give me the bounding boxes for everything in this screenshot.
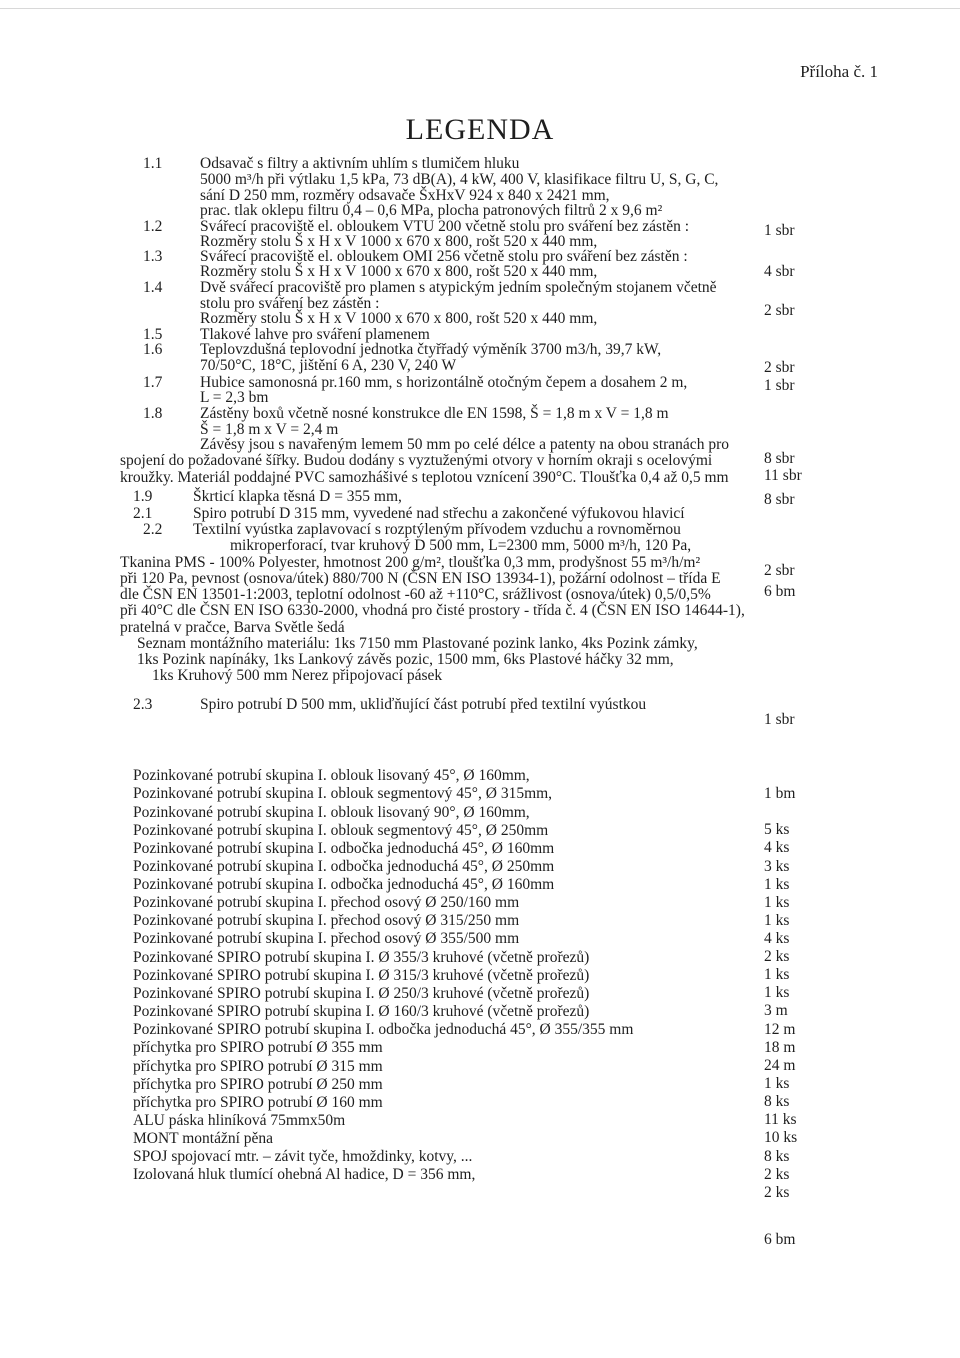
item-text: Rozměry stolu Š x H x V 1000 x 670 x 800, rošt 520 x 440 mm, <box>200 233 598 250</box>
item-quantity: 4 sbr <box>764 263 795 280</box>
item-number: 1.8 <box>143 405 163 422</box>
item-text: sání D 250 mm, rozměry odsavače ŠxHxV 924 x 840 x 2421 mm, <box>200 187 610 204</box>
item-text: Pozinkované potrubí skupina I. oblouk segmentový 45°, Ø 315mm, <box>133 785 553 802</box>
item-number: 2.3 <box>133 696 153 713</box>
item-text: Pozinkované potrubí skupina I. oblouk lisovaný 90°, Ø 160mm, <box>133 804 530 821</box>
item-text: Tkanina PMS - 100% Polyester, hmotnost 200 g/m², tloušťka 0,3 mm, prodyšnost 55 m³/h/m² <box>120 554 701 571</box>
item-text: Rozměry stolu Š x H x V 1000 x 670 x 800, rošt 520 x 440 mm, <box>200 310 598 327</box>
item-text: Pozinkované potrubí skupina I. přechod osový Ø 315/250 mm <box>133 912 520 929</box>
item-text: ALU páska hliníková 75mmx50m <box>133 1112 346 1129</box>
item-text: stolu pro sváření bez zástěn : <box>200 295 380 312</box>
item-text: kroužky. Materiál poddajné PVC samozhášivé s teplotou vznícení 390°C. Tloušťka 0,4 až 0,5 mm <box>120 469 729 486</box>
item-text: Pozinkované potrubí skupina I. odbočka jednoduchá 45°, Ø 160mm <box>133 840 555 857</box>
item-quantity: 1 ks <box>764 984 790 1001</box>
item-text: SPOJ spojovací mtr. – závit tyče, hmoždinky, kotvy, ... <box>133 1148 473 1165</box>
item-text: Rozměry stolu Š x H x V 1000 x 670 x 800, rošt 520 x 440 mm, <box>200 263 598 280</box>
item-text: 1ks Kruhový 500 mm Nerez připojovací pásek <box>152 667 443 684</box>
item-quantity: 6 bm <box>764 583 796 600</box>
item-quantity: 3 m <box>764 1002 788 1019</box>
item-quantity: 1 sbr <box>764 222 795 239</box>
item-quantity: 18 m <box>764 1039 796 1056</box>
item-quantity: 1 ks <box>764 966 790 983</box>
item-text: dle ČSN EN 13501-1:2003, teplotní odolnost -60 až +110°C, srážlivost (osnova/útek) 0,5/0,5% <box>120 586 711 603</box>
item-number: 1.6 <box>143 341 163 358</box>
item-quantity: 2 ks <box>764 1166 790 1183</box>
item-quantity: 1 ks <box>764 1075 790 1092</box>
item-number: 2.2 <box>143 521 163 538</box>
item-quantity: 11 ks <box>764 1111 797 1128</box>
item-quantity: 3 ks <box>764 858 790 875</box>
item-text: Pozinkované potrubí skupina I. oblouk segmentový 45°, Ø 250mm <box>133 822 549 839</box>
item-text: příchytka pro SPIRO potrubí Ø 355 mm <box>133 1039 383 1056</box>
item-text: spojení do požadované šířky. Budou dodány s vyztuženými otvory v horním okraji s ocelovými <box>120 452 713 469</box>
item-text: MONT montážní pěna <box>133 1130 274 1147</box>
item-quantity: 24 m <box>764 1057 796 1074</box>
item-text: Pozinkované potrubí skupina I. přechod osový Ø 250/160 mm <box>133 894 520 911</box>
item-number: 1.5 <box>143 326 163 343</box>
item-quantity: 12 m <box>764 1021 796 1038</box>
item-text: Spiro potrubí D 500 mm, ukliďňující část potrubí před textilní vyústkou <box>200 696 647 713</box>
item-quantity: 1 bm <box>764 785 796 802</box>
item-quantity: 8 ks <box>764 1093 790 1110</box>
item-text: Spiro potrubí D 315 mm, vyvedené nad střechu a zakončené výfukovou hlavicí <box>193 505 685 522</box>
item-quantity: 6 bm <box>764 1231 796 1248</box>
item-text: při 120 Pa, pevnost (osnova/útek) 880/700 N (ČSN EN ISO 13934-1), požární odolnost – třída E <box>120 570 721 587</box>
item-text: Závěsy jsou s navařeným lemem 50 mm po celé délce a patenty na obou stranách pro <box>200 436 729 453</box>
item-text: mikroperforací, tvar kruhový D 500 mm, L=2300 mm, 5000 m³/h, 120 Pa, <box>230 537 692 554</box>
item-text: Tlakové lahve pro sváření plamenem <box>200 326 430 343</box>
item-quantity: 2 sbr <box>764 359 795 376</box>
item-text: Teplovzdušná teplovodní jednotka čtyřřadý výměník 3700 m3/h, 39,7 kW, <box>200 341 662 358</box>
item-quantity: 2 sbr <box>764 562 795 579</box>
item-text: Hubice samonosná pr.160 mm, s horizontálně otočným čepem a dosahem 2 m, <box>200 374 688 391</box>
item-quantity: 8 sbr <box>764 491 795 508</box>
item-quantity: 4 ks <box>764 930 790 947</box>
item-text: Svářecí pracoviště el. obloukem VTU 200 včetně stolu pro sváření bez zástěn : <box>200 218 690 235</box>
item-quantity: 1 ks <box>764 876 790 893</box>
item-text: Zástěny boxů včetně nosné konstrukce dle EN 1598, Š = 1,8 m x V = 1,8 m <box>200 405 669 422</box>
item-text: Š = 1,8 m x V = 2,4 m <box>200 421 339 438</box>
item-number: 2.1 <box>133 505 153 522</box>
item-text: Seznam montážního materiálu: 1ks 7150 mm Plastované pozink lanko, 4ks Pozink zámky, <box>137 635 698 652</box>
item-text: Svářecí pracoviště el. obloukem OMI 256 včetně stolu pro sváření bez zástěn : <box>200 248 688 265</box>
item-text: příchytka pro SPIRO potrubí Ø 315 mm <box>133 1058 383 1075</box>
item-text: Pozinkované SPIRO potrubí skupina I. Ø 315/3 kruhové (včetně prořezů) <box>133 967 590 984</box>
item-quantity: 8 sbr <box>764 450 795 467</box>
item-text: Izolovaná hluk tlumící ohebná Al hadice, D = 356 mm, <box>133 1166 476 1183</box>
item-text: Textilní vyústka zaplavovací s rozptýleným přívodem vzduchu a rovnoměrnou <box>193 521 681 538</box>
item-quantity: 2 ks <box>764 1184 790 1201</box>
item-text: příchytka pro SPIRO potrubí Ø 160 mm <box>133 1094 383 1111</box>
item-quantity: 5 ks <box>764 821 790 838</box>
item-text: příchytka pro SPIRO potrubí Ø 250 mm <box>133 1076 383 1093</box>
item-quantity: 11 sbr <box>764 467 802 484</box>
item-text: Pozinkované SPIRO potrubí skupina I. Ø 355/3 kruhové (včetně prořezů) <box>133 949 590 966</box>
scan-edge-line <box>0 8 960 9</box>
item-text: Pozinkované potrubí skupina I. oblouk lisovaný 45°, Ø 160mm, <box>133 767 530 784</box>
item-number: 1.3 <box>143 248 163 265</box>
item-text: 1ks Pozink napínáky, 1ks Lankový závěs pozic, 1500 mm, 6ks Plastové háčky 32 mm, <box>137 651 674 668</box>
item-quantity: 2 sbr <box>764 302 795 319</box>
item-text: Pozinkované SPIRO potrubí skupina I. Ø 250/3 kruhové (včetně prořezů) <box>133 985 590 1002</box>
item-text: 70/50°C, 18°C, jištění 6 A, 230 V, 240 W <box>200 357 457 374</box>
item-text: Pozinkované SPIRO potrubí skupina I. odbočka jednoduchá 45°, Ø 355/355 mm <box>133 1021 634 1038</box>
item-quantity: 2 ks <box>764 948 790 965</box>
item-text: při 40°C dle ČSN EN ISO 6330-2000, vhodná pro čisté prostory - třída č. 4 (ČSN EN ISO 14644-1), <box>120 602 745 619</box>
item-text: Pozinkované potrubí skupina I. přechod osový Ø 355/500 mm <box>133 930 520 947</box>
item-number: 1.1 <box>143 155 163 172</box>
item-number: 1.4 <box>143 279 163 296</box>
item-quantity: 1 sbr <box>764 711 795 728</box>
item-text: Škrticí klapka těsná D = 355 mm, <box>193 488 402 505</box>
item-number: 1.7 <box>143 374 163 391</box>
item-text: L = 2,3 bm <box>200 389 269 406</box>
item-text: pratelná v pračce, Barva Světle šedá <box>120 619 345 636</box>
page-title: LEGENDA <box>405 113 555 146</box>
item-quantity: 1 ks <box>764 912 790 929</box>
item-text: Odsavač s filtry a aktivním uhlím s tlumičem hluku <box>200 155 520 172</box>
item-text: Pozinkované SPIRO potrubí skupina I. Ø 160/3 kruhové (včetně prořezů) <box>133 1003 590 1020</box>
item-quantity: 10 ks <box>764 1129 798 1146</box>
item-quantity: 1 ks <box>764 894 790 911</box>
item-quantity: 1 sbr <box>764 377 795 394</box>
item-quantity: 8 ks <box>764 1148 790 1165</box>
item-text: 5000 m³/h při výtlaku 1,5 kPa, 73 dB(A), 4 kW, 400 V, klasifikace filtru U, S, G, C, <box>200 171 719 188</box>
item-text: Pozinkované potrubí skupina I. odbočka jednoduchá 45°, Ø 160mm <box>133 876 555 893</box>
item-quantity: 4 ks <box>764 839 790 856</box>
item-text: prac. tlak oklepu filtru 0,4 – 0,6 MPa, plocha patronových filtrů 2 x 9,6 m² <box>200 202 663 219</box>
item-text: Dvě svářecí pracoviště pro plamen s atypickým jedním společným stojanem včetně <box>200 279 717 296</box>
annex-label: Příloha č. 1 <box>800 62 878 81</box>
item-number: 1.2 <box>143 218 163 235</box>
item-number: 1.9 <box>133 488 153 505</box>
item-text: Pozinkované potrubí skupina I. odbočka jednoduchá 45°, Ø 250mm <box>133 858 555 875</box>
